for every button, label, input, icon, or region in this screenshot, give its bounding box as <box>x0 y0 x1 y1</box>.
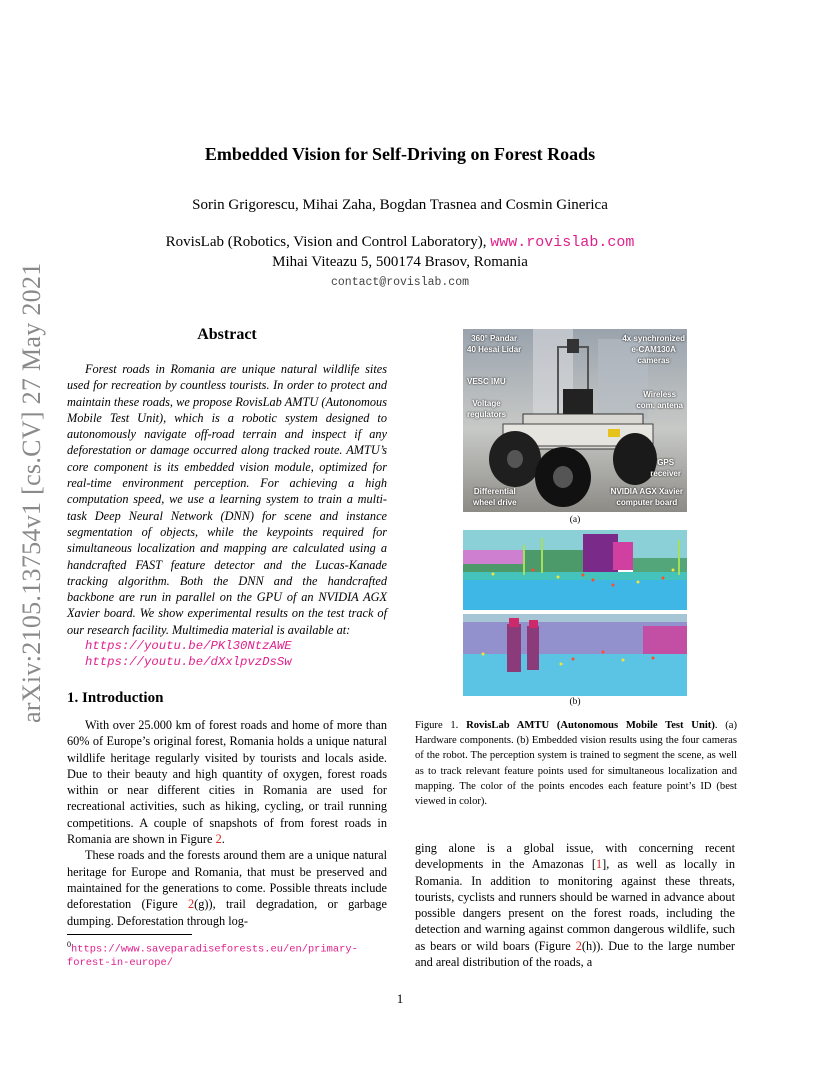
affiliation-address: Mihai Viteazu 5, 500174 Brasov, Romania <box>272 254 528 270</box>
label-voltage: Voltage regulators <box>467 399 507 419</box>
label-xavier: NVIDIA AGX Xavier computer board <box>610 487 683 507</box>
abstract <box>67 361 387 671</box>
figure-ref[interactable]: 2 <box>188 897 195 912</box>
label-drive: Differential wheel drive <box>473 487 517 507</box>
page-number: 1 <box>396 991 404 1006</box>
figure-ref[interactable]: 2 <box>575 938 582 953</box>
footnote-divider <box>67 934 192 935</box>
robot-photo <box>463 329 687 512</box>
label-lidar: 360° Pandar 40 Hesai Lidar <box>467 334 522 354</box>
citation-ref[interactable]: 1 <box>596 857 603 872</box>
section-heading-introduction: 1. Introduction <box>67 690 164 706</box>
arxiv-stamp: arXiv:2105.13754v1 [cs.CV] 27 May 2021 <box>17 262 46 723</box>
right-column-text: ging alone is a global issue, with concerning recent developments in the Amazonas [1], as well as locally in Romania. In addition to monitoring against these threats, tourists, cyclists and runners should be warned in advance about possible dangers present on the forest roads, including the detection and warning against common dangerous wildlife, such as bears or wild boars (Figure 2(h)). Due to the large number and areal distribution of the roads, a <box>415 841 735 970</box>
abstract-text: Forest roads in Romania are unique natural wildlife sites used for recreation by countless tourists. In order to protect and maintain these roads, we propose RovisLab AMTU (Autonomous Mobile Test Unit), which is a robotic system designed to autonomously navigate off-road terrain and inspect if any deforestation or damage occurred along tracked route. AMTU’s core component is its embedded vision module, optimized for real-time environment perception. For achieving a high computation speed, we use a learning system to train a multi-task Deep Neural Network (DNN) for scene and instance segmentation of objects, while the keypoints required for simultaneous localization and mapping are calculated using a handcrafted FAST feature detector and the Lucas-Kanade tracking algorithm. Both the DNN and the handcrafted backbone are run in parallel on the GPU of an NVIDIA AGX Xavier board. We show experimental results on the test track of our research facility. Multimedia material is available at: <box>67 362 387 637</box>
paragraph: These roads and the forests around them are a unique natural heritage for Europe and Romania, that must be preserved and maintained for the generations to come. Possible threats include deforestation (Figure 2(g)), trail degradation, or garbage dumping. Deforestation through log- <box>67 848 387 928</box>
footnote: $^0$https://www.saveparadiseforests.eu/en/primary-forest-in-europe/ <box>67 940 358 970</box>
paragraph: With over 25.000 km of forest roads and home of more than 60% of Europe’s original forest, Romania holds a unique natural wildlife heritage regularly visited by tourists and locals aside. Due to their beauty and high quantity of oxygen, forest roads within or near different cities in Romania are used for recreational activities, such as hiking, cycling, or trail running competitions. A couple of snapshots of from forest roads in Romania are shown in Figure 2. <box>67 718 387 847</box>
abstract-heading: Abstract <box>197 326 257 343</box>
segmentation-image-2 <box>463 614 687 696</box>
introduction-body <box>67 717 387 929</box>
label-imu: VESC IMU <box>467 377 506 386</box>
label-gps: GPS receiver <box>650 458 681 478</box>
segmentation-image-1 <box>463 530 687 610</box>
subfigure-label-b: (b) <box>569 697 581 707</box>
video-link-1[interactable]: https://youtu.be/PKl30NtzAWE <box>85 639 292 654</box>
affiliation-lab: RovisLab (Robotics, Vision and Control Laboratory), <box>165 234 491 250</box>
video-link-2[interactable]: https://youtu.be/dXxlpvzDsSw <box>85 655 292 670</box>
author-list: Sorin Grigorescu, Mihai Zaha, Bogdan Trasnea and Cosmin Ginerica <box>192 197 608 213</box>
paper-title: Embedded Vision for Self-Driving on Forest Roads <box>204 144 596 164</box>
label-antenna: Wireless com. antena <box>636 390 683 410</box>
footnote-link[interactable]: https://www.saveparadiseforests.eu/en/primary-forest-in-europe/ <box>67 943 358 970</box>
subfigure-label-a: (a) <box>569 515 581 525</box>
lab-website-link[interactable]: www.rovislab.com <box>490 234 635 251</box>
affiliation <box>0 234 800 251</box>
contact-email[interactable]: contact@rovislab.com <box>330 276 470 289</box>
figure-caption: Figure 1. RovisLab AMTU (Autonomous Mobile Test Unit). (a) Hardware components. (b) Embedded vision results using the four cameras of the robot. The perception system is trained to segment the scene, as well as to track relevant feature points used for simultaneous localization and mapping. The color of the points encodes each feature point’s ID (best viewed in color). <box>415 720 737 808</box>
label-cameras: 4x synchronized e-CAM130A cameras <box>622 334 685 365</box>
figure-ref[interactable]: 2 <box>215 832 222 847</box>
